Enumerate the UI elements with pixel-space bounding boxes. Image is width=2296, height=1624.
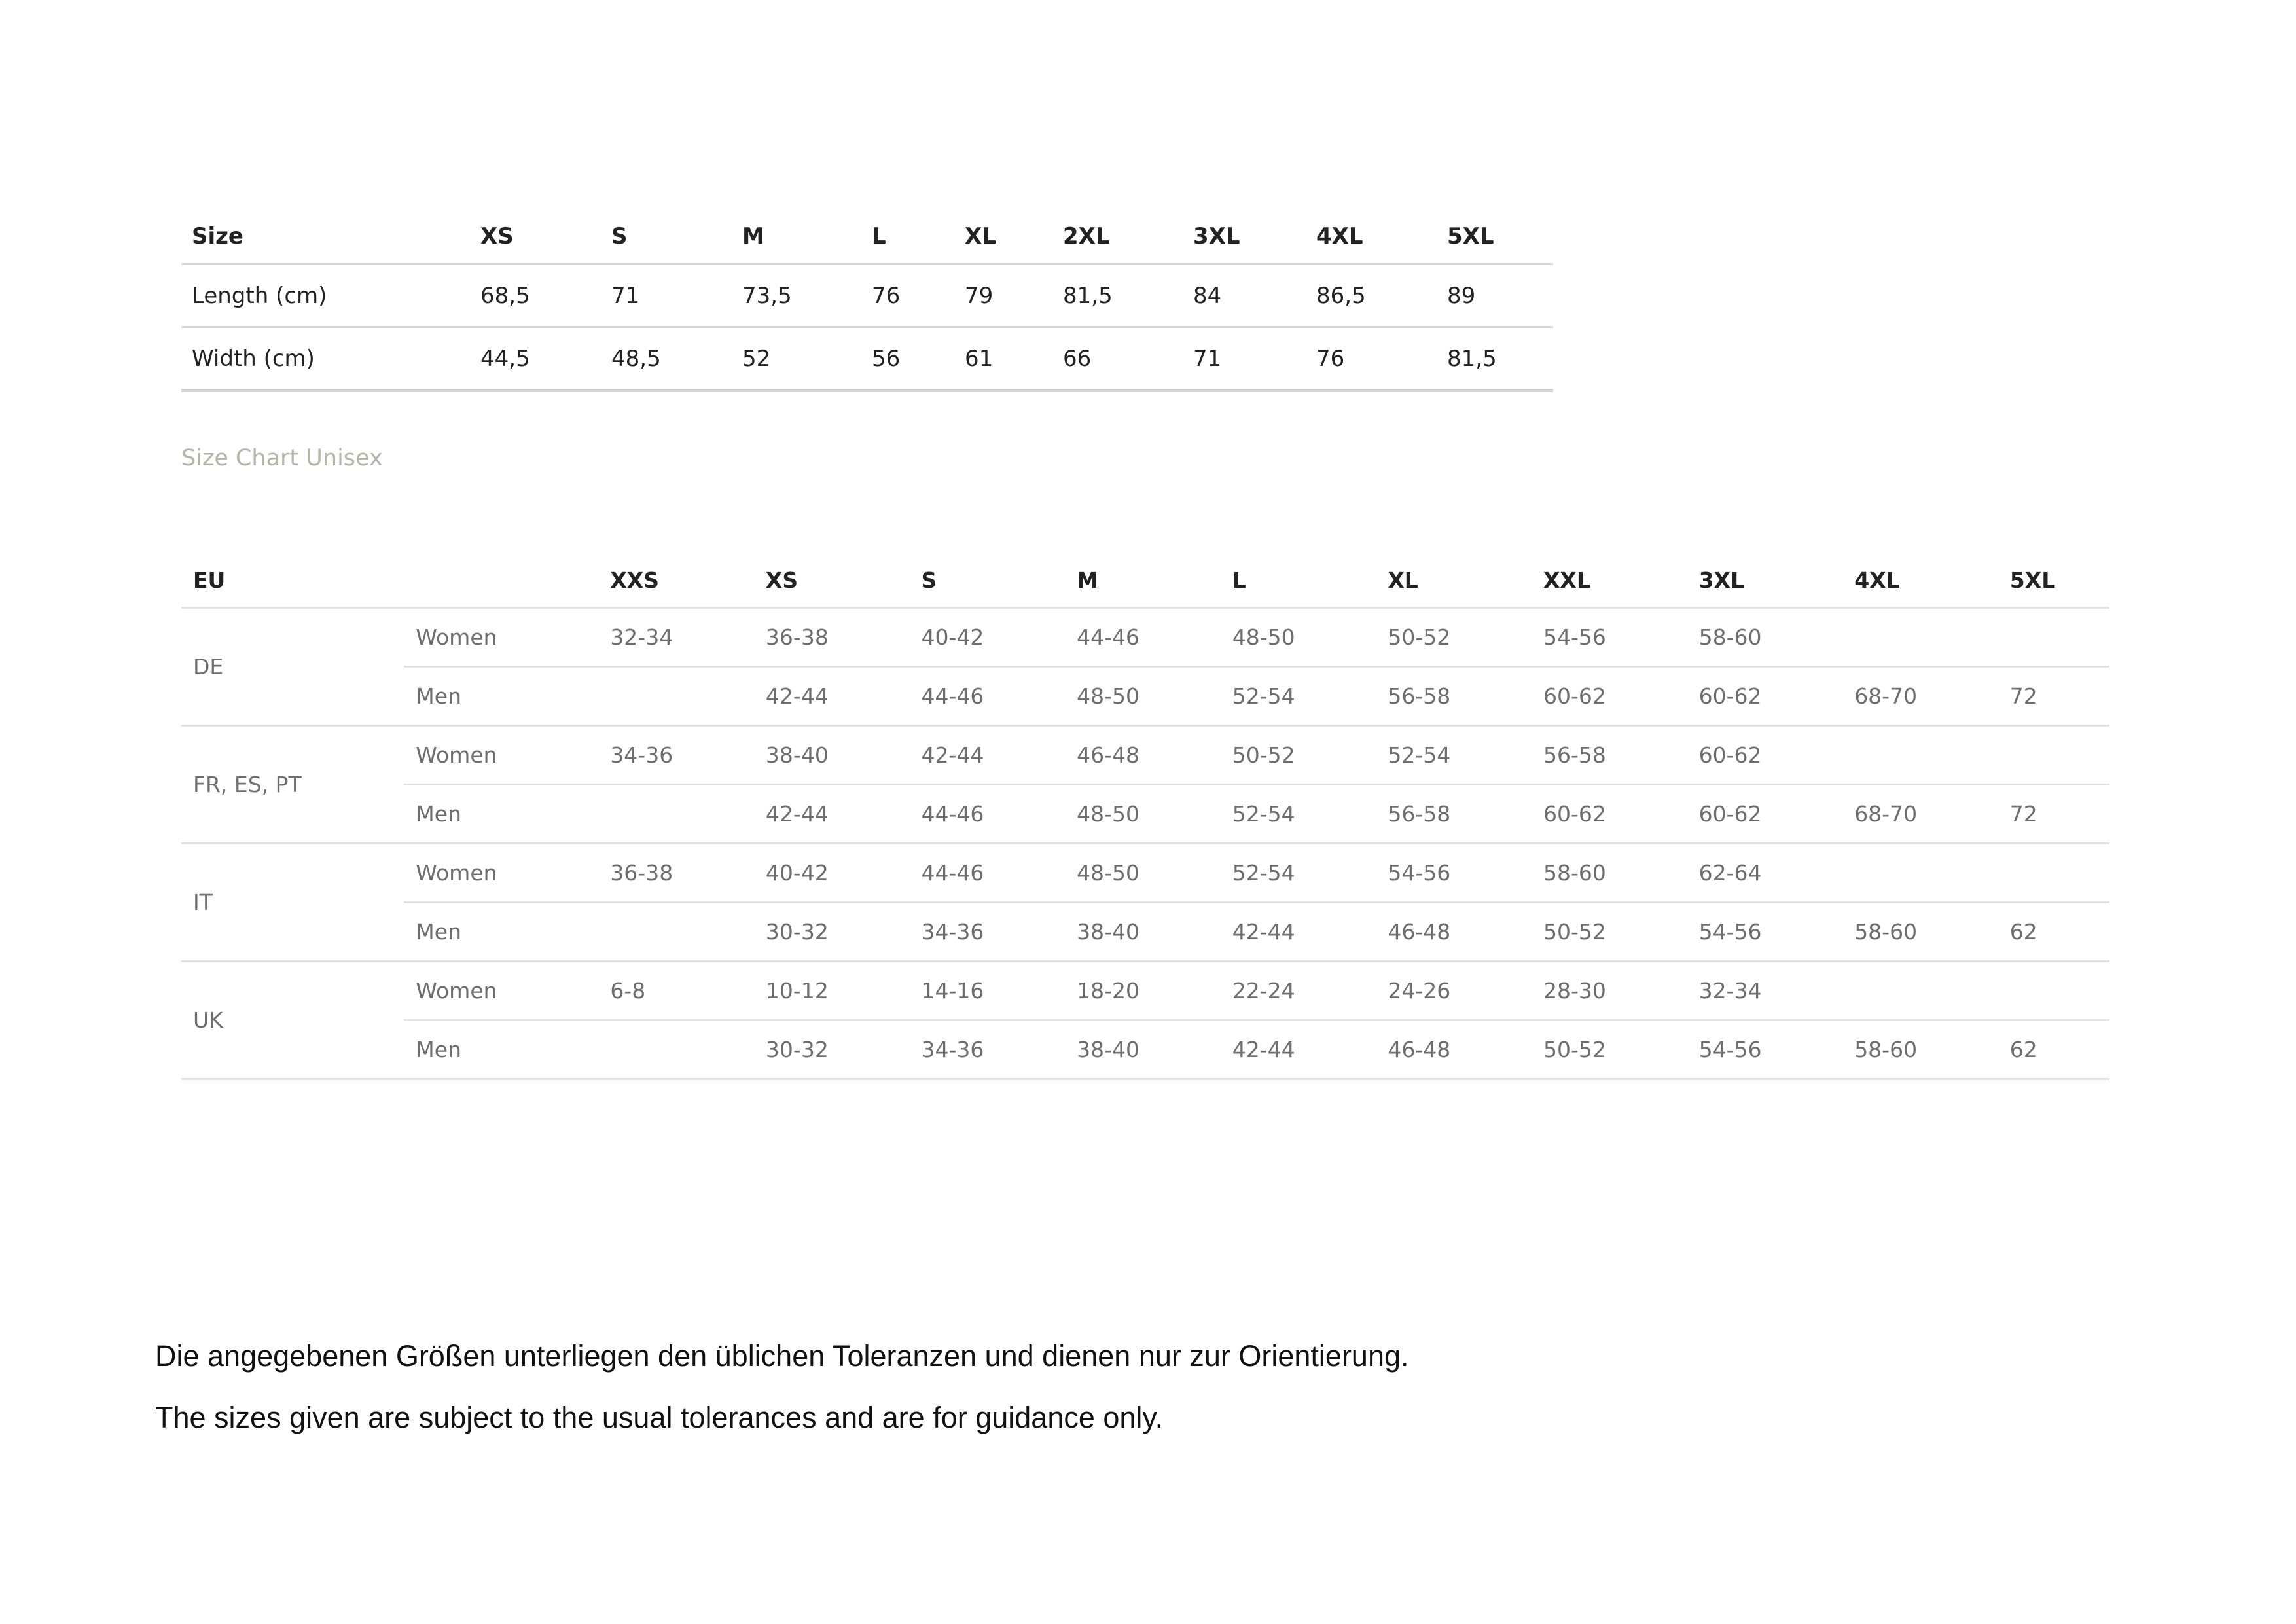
table-cell: 72 <box>1998 667 2109 726</box>
table-cell: 66 <box>1052 327 1183 391</box>
header-cell: XXS <box>598 553 754 608</box>
table-cell: 50-52 <box>1376 608 1532 667</box>
table-cell: 60-62 <box>1532 667 1687 726</box>
table-cell: 62 <box>1998 903 2109 962</box>
row-label: Width (cm) <box>181 327 470 391</box>
header-cell: Size <box>181 209 470 264</box>
table-row <box>181 327 1553 391</box>
table-cell: 48-50 <box>1065 785 1221 844</box>
table-cell: 28-30 <box>1532 962 1687 1020</box>
table-cell: 60-62 <box>1687 785 1843 844</box>
table-cell: 68-70 <box>1842 667 1998 726</box>
table-row <box>181 608 2109 667</box>
women-label: Women <box>404 844 598 903</box>
table-cell <box>598 667 754 726</box>
table-cell <box>1842 844 1998 903</box>
table-cell <box>1842 608 1998 667</box>
table-cell <box>1842 962 1998 1020</box>
table-cell: 38-40 <box>754 726 910 785</box>
table-cell: 58-60 <box>1687 608 1843 667</box>
table-cell: 46-48 <box>1065 726 1221 785</box>
table-cell: 52-54 <box>1221 667 1376 726</box>
table-cell: 44-46 <box>910 844 1066 903</box>
table-cell: 50-52 <box>1221 726 1376 785</box>
table-cell: 52-54 <box>1376 726 1532 785</box>
table-cell: 73,5 <box>732 264 861 327</box>
table-cell: 34-36 <box>910 1020 1066 1079</box>
table-row <box>181 785 2109 844</box>
table-cell: 46-48 <box>1376 1020 1532 1079</box>
men-label: Men <box>404 785 598 844</box>
table-row <box>181 667 2109 726</box>
table-cell: 89 <box>1437 264 1553 327</box>
table-cell: 56-58 <box>1376 667 1532 726</box>
table-cell: 32-34 <box>598 608 754 667</box>
men-label: Men <box>404 1020 598 1079</box>
table-cell: 84 <box>1183 264 1306 327</box>
table-cell <box>598 1020 754 1079</box>
table-cell: 60-62 <box>1687 726 1843 785</box>
table-cell: 62-64 <box>1687 844 1843 903</box>
table-cell: 44-46 <box>910 785 1066 844</box>
table-row <box>181 962 2109 1020</box>
measurement-header-row <box>181 209 1553 264</box>
header-cell: 3XL <box>1183 209 1306 264</box>
table-cell: 81,5 <box>1437 327 1553 391</box>
header-cell: M <box>1065 553 1221 608</box>
header-cell: L <box>1221 553 1376 608</box>
table-cell <box>1998 962 2109 1020</box>
table-cell: 76 <box>861 264 954 327</box>
table-cell: 32-34 <box>1687 962 1843 1020</box>
table-cell: 52-54 <box>1221 785 1376 844</box>
header-cell: XS <box>470 209 601 264</box>
tolerance-note-en: The sizes given are subject to the usual tolerances and are for guidance only. <box>155 1401 1164 1434</box>
header-cell: S <box>601 209 732 264</box>
table-cell: 14-16 <box>910 962 1066 1020</box>
table-cell: 10-12 <box>754 962 910 1020</box>
table-cell: 50-52 <box>1532 903 1687 962</box>
men-label: Men <box>404 903 598 962</box>
header-cell: XXL <box>1532 553 1687 608</box>
table-cell <box>1998 844 2109 903</box>
header-cell: S <box>910 553 1066 608</box>
table-cell: 81,5 <box>1052 264 1183 327</box>
table-cell: 42-44 <box>754 785 910 844</box>
header-cell: XS <box>754 553 910 608</box>
measurement-table <box>181 209 1553 392</box>
men-label: Men <box>404 667 598 726</box>
region-label: DE <box>181 608 404 726</box>
table-cell: 62 <box>1998 1020 2109 1079</box>
table-cell: 52-54 <box>1221 844 1376 903</box>
table-cell: 76 <box>1306 327 1437 391</box>
table-cell: 38-40 <box>1065 903 1221 962</box>
table-cell <box>598 785 754 844</box>
table-cell: 48-50 <box>1065 667 1221 726</box>
table-cell: 56 <box>861 327 954 391</box>
table-cell: 54-56 <box>1532 608 1687 667</box>
table-cell: 44,5 <box>470 327 601 391</box>
table-cell: 54-56 <box>1687 1020 1843 1079</box>
table-cell: 61 <box>954 327 1052 391</box>
header-cell: 4XL <box>1842 553 1998 608</box>
table-cell: 71 <box>601 264 732 327</box>
region-label: FR, ES, PT <box>181 726 404 844</box>
header-cell: M <box>732 209 861 264</box>
table-cell <box>1998 726 2109 785</box>
header-cell: 5XL <box>1998 553 2109 608</box>
women-label: Women <box>404 962 598 1020</box>
table-cell: 60-62 <box>1687 667 1843 726</box>
table-cell: 52 <box>732 327 861 391</box>
table-row <box>181 903 2109 962</box>
table-cell: 72 <box>1998 785 2109 844</box>
table-cell: 44-46 <box>1065 608 1221 667</box>
table-row <box>181 726 2109 785</box>
table-cell <box>1998 608 2109 667</box>
table-cell: 58-60 <box>1842 903 1998 962</box>
header-cell: EU <box>181 553 404 608</box>
table-cell: 56-58 <box>1532 726 1687 785</box>
header-cell: 5XL <box>1437 209 1553 264</box>
table-row <box>181 264 1553 327</box>
table-cell: 24-26 <box>1376 962 1532 1020</box>
table-cell: 36-38 <box>598 844 754 903</box>
table-cell: 58-60 <box>1532 844 1687 903</box>
table-cell: 22-24 <box>1221 962 1376 1020</box>
header-cell: 3XL <box>1687 553 1843 608</box>
table-cell <box>598 903 754 962</box>
region-label: UK <box>181 962 404 1079</box>
header-cell: L <box>861 209 954 264</box>
header-cell: 4XL <box>1306 209 1437 264</box>
table-cell: 30-32 <box>754 903 910 962</box>
table-cell: 58-60 <box>1842 1020 1998 1079</box>
table-cell: 6-8 <box>598 962 754 1020</box>
table-cell: 34-36 <box>598 726 754 785</box>
row-label: Length (cm) <box>181 264 470 327</box>
table-cell: 60-62 <box>1532 785 1687 844</box>
table-cell: 44-46 <box>910 667 1066 726</box>
tolerance-note-de: Die angegebenen Größen unterliegen den üblichen Toleranzen und dienen nur zur Orientierung. <box>155 1339 1409 1373</box>
table-cell <box>1842 726 1998 785</box>
header-cell: XL <box>1376 553 1532 608</box>
table-cell: 71 <box>1183 327 1306 391</box>
table-cell: 86,5 <box>1306 264 1437 327</box>
table-cell: 48-50 <box>1065 844 1221 903</box>
table-cell: 54-56 <box>1687 903 1843 962</box>
header-cell: 2XL <box>1052 209 1183 264</box>
table-row <box>181 1020 2109 1079</box>
table-cell: 56-58 <box>1376 785 1532 844</box>
table-cell: 54-56 <box>1376 844 1532 903</box>
table-cell: 34-36 <box>910 903 1066 962</box>
table-cell: 30-32 <box>754 1020 910 1079</box>
region-label: IT <box>181 844 404 962</box>
table-cell: 46-48 <box>1376 903 1532 962</box>
table-cell: 42-44 <box>910 726 1066 785</box>
table-cell: 40-42 <box>910 608 1066 667</box>
table-row <box>181 844 2109 903</box>
table-cell: 68,5 <box>470 264 601 327</box>
women-label: Women <box>404 608 598 667</box>
table-cell: 38-40 <box>1065 1020 1221 1079</box>
table-cell: 36-38 <box>754 608 910 667</box>
header-cell: XL <box>954 209 1052 264</box>
table-cell: 50-52 <box>1532 1020 1687 1079</box>
table-cell: 40-42 <box>754 844 910 903</box>
table-cell: 68-70 <box>1842 785 1998 844</box>
table-cell: 18-20 <box>1065 962 1221 1020</box>
eu-header-row <box>181 553 2109 608</box>
table-cell: 42-44 <box>754 667 910 726</box>
women-label: Women <box>404 726 598 785</box>
eu-size-conversion-table <box>181 553 2109 1080</box>
size-chart-caption: Size Chart Unisex <box>181 445 383 471</box>
table-cell: 48-50 <box>1221 608 1376 667</box>
table-cell: 48,5 <box>601 327 732 391</box>
header-cell <box>404 553 598 608</box>
table-cell: 42-44 <box>1221 1020 1376 1079</box>
table-cell: 79 <box>954 264 1052 327</box>
table-cell: 42-44 <box>1221 903 1376 962</box>
